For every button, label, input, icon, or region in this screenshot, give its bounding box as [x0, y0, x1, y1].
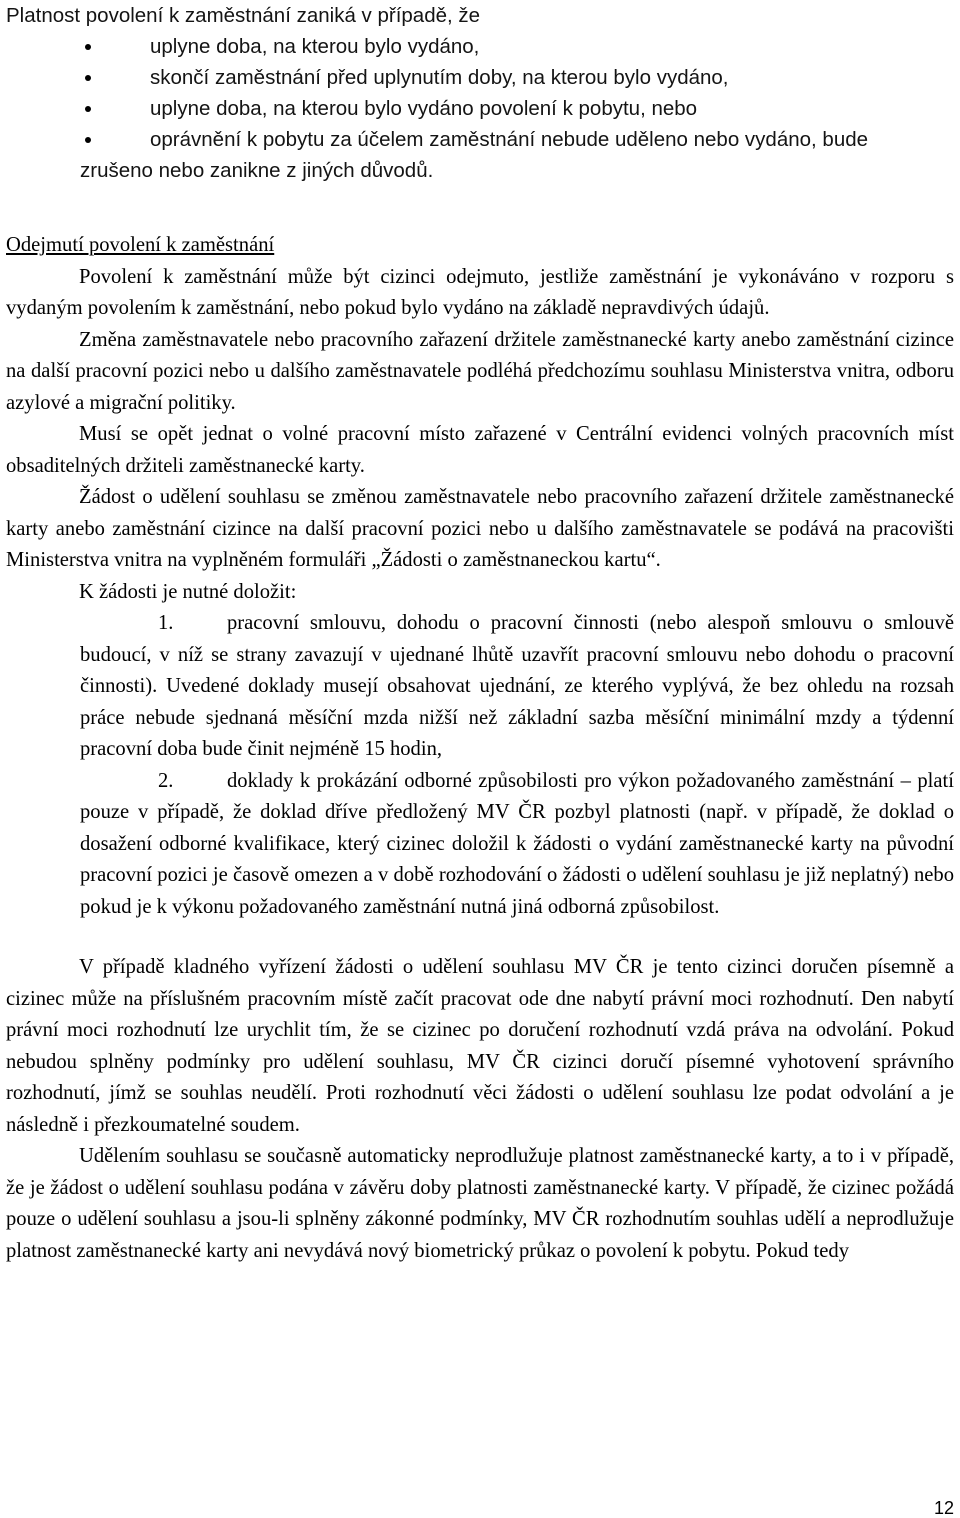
change-paragraph: Musí se opět jednat o volné pracovní místo zařazené v Centrální evidenci volných pracovních míst obsaditelných držiteli zaměstnanecké karty. — [6, 423, 954, 477]
bullet-icon — [85, 137, 91, 143]
spacer — [6, 923, 954, 952]
attach-label: K žádosti je nutné doložit: — [79, 580, 297, 603]
required-documents-list — [6, 608, 954, 923]
item-text: pracovní smlouvu, dohodu o pracovní činnosti (nebo alespoň smlouvu o smlouvě budoucí, v níž se strany zavazují v ujednané lhůtě uzavřít pracovní smlouvu nebo dohodu o pracovní činnosti). Uvedené doklady musejí obsahovat ujednání, ze kterého vyplývá, že bez ohledu na rozsah práce nebude sjednaná měsíční mzda nižší než základní sazba měsíční minimální mzdy a týdenní pracovní doba bude činit nejméně 15 hodin, — [80, 612, 954, 760]
withdrawal-title: Odejmutí povolení k zaměstnání — [6, 234, 275, 256]
list-item — [6, 31, 954, 62]
list-item — [6, 766, 954, 924]
list-item — [6, 608, 954, 766]
bullet-icon — [85, 106, 91, 112]
list-item — [6, 62, 954, 93]
outcome-paragraph: V případě kladného vyřízení žádosti o udělení souhlasu MV ČR je tento cizinci doručen písemně a cizinec může na příslušném pracovním místě začít pracovat ode dne nabytí právní moci rozhodnutí. Den nabytí právní moci rozhodnutí lze urychlit tím, že se cizinec po doručení rozhodnutí vzdá práva na odvolání. Pokud nebudou splněny podmínky pro udělení souhlasu, MV ČR cizinci doručí písemné vyhotovení správního rozhodnutí, jímž se souhlas neudělí. Proti rozhodnutí věci žádosti o udělení souhlasu lze podat odvolání a je následně i přezkoumatelné soudem. — [6, 956, 954, 1136]
withdrawal-paragraph: Povolení k zaměstnání může být cizinci odejmuto, jestliže zaměstnání je vykonáváno v rozporu s vydaným povolením k zaměstnání, nebo pokud bylo vydáno na základě nepravdivých údajů. — [6, 265, 954, 319]
bullet-text: uplyne doba, na kterou bylo vydáno povolení k pobytu, nebo — [150, 97, 698, 120]
item-number: 1. — [158, 612, 174, 634]
item-text: doklady k prokázání odborné způsobilosti pro výkon požadovaného zaměstnání – platí pouze v případě, že doklad dříve předložený MV ČR pozbyl platnosti (např. v případě, že doklad o dosažení odborné kvalifikace, který cizinec doložil k žádosti o vydání zaměstnanecké karty na původní pracovní pozici je časově omezen a v době rozhodování o žádosti o udělení souhlasu je již neplatný) nebo pokud je k výkonu požadovaného zaměstnání nutná jiná odborná způsobilost. — [80, 769, 954, 918]
bullet-text: uplyne doba, na kterou bylo vydáno, — [150, 35, 480, 58]
bullet-icon — [85, 44, 91, 50]
item-number: 2. — [158, 769, 174, 792]
document-page — [6, 0, 954, 1267]
change-paragraph: Žádost o udělení souhlasu se změnou zaměstnavatele nebo pracovního zařazení držitele zaměstnanecké karty anebo zaměstnání cizince na další pracovní pozici nebo u dalšího zaměstnavatele se podává na pracovišti Ministerstva vnitra na vyplněném formuláři „Žádosti o zaměstnaneckou kartu“. — [6, 486, 954, 571]
bullet-text: skončí zaměstnání před uplynutím doby, na kterou bylo vydáno, — [150, 66, 729, 89]
outcome-section — [6, 952, 954, 1267]
validity-heading: Platnost povolení k zaměstnání zaniká v případě, že — [6, 4, 481, 27]
list-item — [6, 93, 954, 124]
bullet-text: oprávnění k pobytu za účelem zaměstnání nebude uděleno nebo vydáno, bude — [150, 128, 869, 151]
page-number: 12 — [933, 1498, 954, 1518]
withdrawal-section — [6, 230, 954, 325]
bullet-icon — [85, 75, 91, 81]
list-item — [6, 124, 954, 155]
bullet-continuation: zrušeno nebo zanikne z jiných důvodů. — [80, 159, 434, 182]
change-paragraph: Změna zaměstnavatele nebo pracovního zařazení držitele zaměstnanecké karty anebo zaměstnání cizince na další pracovní pozici nebo u dalšího zaměstnavatele podléhá předchozímu souhlasu Ministerstva vnitra, odboru azylové a migrační politiky. — [6, 328, 954, 414]
validity-section — [6, 0, 954, 186]
change-section — [6, 325, 954, 924]
outcome-paragraph: Udělením souhlasu se současně automaticky neprodlužuje platnost zaměstnanecké karty, a to i v případě, že je žádost o udělení souhlasu podána v závěru doby platnosti zaměstnanecké karty. V případě, že cizinec požádá pouze o udělení souhlasu a jsou-li splněny zákonné podmínky, MV ČR rozhodnutím souhlas udělí a neprodlužuje platnost zaměstnanecké karty ani nevydává nový biometrický průkaz o povolení k pobytu. Pokud tedy — [6, 1145, 954, 1262]
validity-bullet-list — [6, 31, 954, 155]
